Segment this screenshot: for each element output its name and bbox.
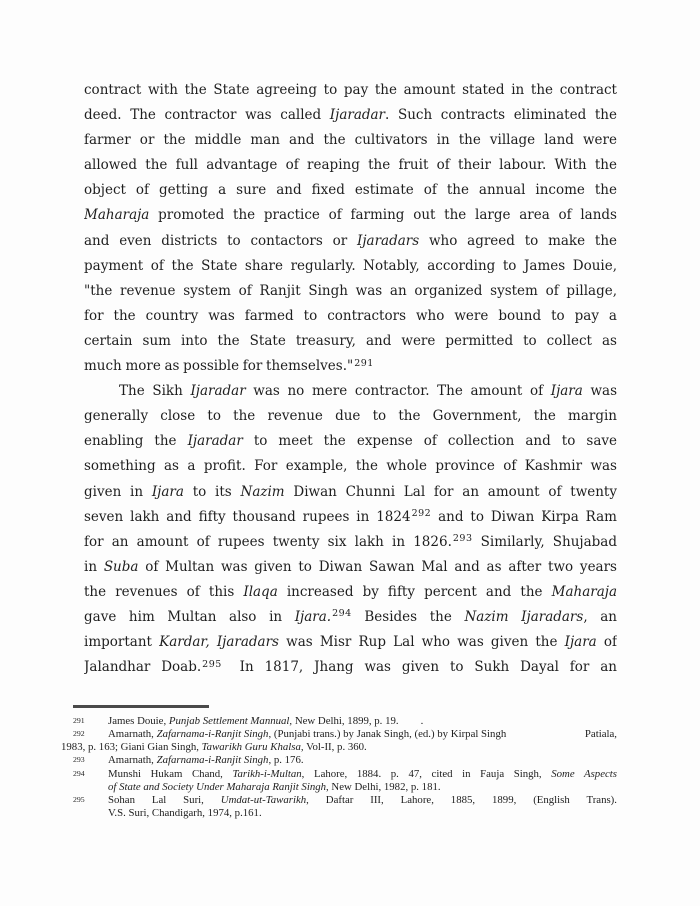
text-run: was Misr Rup Lal who was given the <box>278 634 565 651</box>
body-line <box>84 354 617 379</box>
text-run: . Such contracts eliminated the <box>385 107 617 124</box>
italic-term: Suba <box>103 558 139 575</box>
footnote-separator <box>73 705 209 708</box>
body-line <box>84 655 617 680</box>
footnote-ref: 294 <box>332 608 352 620</box>
text-run: who agreed to make the <box>419 232 617 249</box>
body-line <box>84 480 617 505</box>
italic-term: Ijara. <box>294 608 332 625</box>
italic-term: Ijaradar <box>190 383 246 400</box>
footnote-ref: 295 <box>202 658 222 670</box>
body-line <box>84 429 617 454</box>
italic-term: Ilaqa <box>243 583 278 600</box>
body-line <box>84 580 617 605</box>
text-run: given in <box>84 483 152 500</box>
footnote-line <box>61 807 617 820</box>
text-run: enabling the <box>84 433 188 450</box>
italic-term: Some Aspects <box>551 767 617 780</box>
body-line <box>84 530 617 555</box>
footnote-marker: 294 <box>73 768 85 778</box>
document-body <box>84 78 617 680</box>
text-run: certain sum into the State treasury, and were permitted to collect as <box>84 332 617 349</box>
footnote-list <box>61 715 617 821</box>
body-line <box>84 153 617 178</box>
text-run: of Multan was given to Diwan Sawan Mal and as after two years <box>138 558 617 575</box>
italic-term: Umdat-ut-Tawarikh <box>220 793 307 806</box>
text-run: Amarnath, <box>108 727 157 740</box>
italic-term: Zafarnama-i-Ranjit Singh <box>156 727 269 740</box>
body-line <box>84 555 617 580</box>
text-run: Similarly, Shujabad <box>472 533 617 550</box>
italic-term: Nazim Ijaradars <box>464 608 584 625</box>
body-line <box>84 404 617 429</box>
footnote-line <box>61 754 617 767</box>
body-line <box>84 279 617 304</box>
italic-term: Punjab Settlement Mannual, <box>168 714 293 727</box>
footnote-marker: 293 <box>73 755 85 765</box>
text-run: of <box>596 634 617 651</box>
text-run: , an <box>583 608 617 625</box>
text-run: object of getting a sure and fixed estimate of the annual income the <box>84 182 617 199</box>
italic-term: Nazim <box>240 483 285 500</box>
italic-term: Maharaja <box>551 583 617 600</box>
body-line <box>84 254 617 279</box>
footnote-line <box>61 781 617 794</box>
body-line <box>84 605 617 630</box>
text-run: much more as possible for themselves." <box>84 358 354 375</box>
text-run: , (Punjabi trans.) by Janak Singh, (ed.) by Kirpal Singh <box>268 727 507 740</box>
text-run: , p. 176. <box>268 754 304 767</box>
text-run: something as a profit. For example, the whole province of Kashmir was <box>84 458 617 475</box>
italic-term: Ijara <box>550 383 583 400</box>
text-run: generally close to the revenue due to the Government, the margin <box>84 408 617 425</box>
text-run: , Daftar III, Lahore, 1885, 1899, (English Trans). <box>306 793 617 806</box>
text-run: was <box>582 383 617 400</box>
text-run: to meet the expense of collection and to save <box>242 433 617 450</box>
text-run: , Lahore, 1884. p. 47, cited in Fauja Singh, <box>301 767 552 780</box>
italic-term: Kardar, Ijaradars <box>159 634 279 651</box>
text-run: the revenues of this <box>84 583 244 600</box>
footnote-line <box>61 741 617 754</box>
body-line <box>84 178 617 203</box>
body-line <box>84 379 617 404</box>
body-line <box>84 203 617 228</box>
text-run: In 1817, Jhang was given to Sukh Dayal for an <box>228 659 617 676</box>
text-run: Munshi Hukam Chand, <box>108 767 233 780</box>
text-run: V.S. Suri, Chandigarh, 1974, p.161. <box>108 807 262 820</box>
body-line <box>84 454 617 479</box>
text-run: gave him Multan also in <box>84 608 295 625</box>
text-run: "the revenue system of Ranjit Singh was an organized system of pillage, <box>84 282 617 299</box>
body-line <box>84 78 617 103</box>
text-run: Vol-II, p. 360. <box>303 741 367 754</box>
footnote-marker: 291 <box>73 715 85 725</box>
footnote-text <box>108 728 506 741</box>
footnote-line <box>61 728 617 741</box>
footnote-line <box>61 794 617 807</box>
body-line <box>84 229 617 254</box>
italic-term: Ijara <box>151 483 184 500</box>
text-run: payment of the State share regularly. Notably, according to James Douie, <box>84 257 617 274</box>
text-run: farmer or the middle man and the cultivators in the village land were <box>84 132 617 149</box>
body-line <box>84 103 617 128</box>
text-run: 1983, p. 163; Giani Gian Singh, <box>61 741 202 754</box>
text-run: seven lakh and fifty thousand rupees in 1824 <box>84 508 411 525</box>
text-run: contract with the State agreeing to pay the amount stated in the contract <box>84 82 617 98</box>
text-run: important <box>84 634 160 651</box>
body-line <box>84 128 617 153</box>
italic-term: Tarikh-i-Multan <box>232 767 302 780</box>
text-run: , New Delhi, 1982, p. 181. <box>326 780 441 793</box>
footnote-line <box>61 768 617 781</box>
italic-term: Zafarnama-i-Ranjit Singh <box>156 754 269 767</box>
text-run: Amarnath, <box>108 754 157 767</box>
text-run: was no mere contractor. The amount of <box>245 383 551 400</box>
italic-term: Ijaradar <box>187 433 243 450</box>
footnote-ref: 292 <box>411 508 432 520</box>
footnote-line <box>61 715 617 728</box>
text-run: to its <box>183 483 241 500</box>
text-run: in <box>84 558 104 575</box>
text-run: deed. The contractor was called <box>84 107 330 124</box>
body-line <box>84 505 617 530</box>
footnote-ref: 291 <box>354 357 374 369</box>
text-run: for the country was farmed to contractors who were bound to pay a <box>84 307 617 324</box>
text-run: Jalandhar Doab. <box>84 659 202 676</box>
text-run: increased by fifty percent and the <box>277 583 552 600</box>
footnotes <box>61 705 617 820</box>
text-run: Sohan Lal Suri, <box>108 793 221 806</box>
text-run: The Sikh <box>119 383 191 400</box>
text-run: for an amount of rupees twenty six lakh in 1826. <box>84 533 452 550</box>
italic-term: of State and Society Under Maharaja Ranjit Singh <box>108 780 327 793</box>
italic-term: Tawarikh Guru Khalsa, <box>201 741 304 754</box>
text-run: New Delhi, 1899, p. 19. <box>292 714 399 727</box>
text-run: and even districts to contactors or <box>84 232 357 249</box>
text-run: Besides the <box>351 608 465 625</box>
body-line <box>84 630 617 655</box>
italic-term: Ijara <box>564 634 597 651</box>
text-run: promoted the practice of farming out the large area of lands <box>149 207 617 224</box>
text-run: allowed the full advantage of reaping the fruit of their labour. With the <box>84 157 617 174</box>
text-run: Diwan Chunni Lal for an amount of twenty <box>284 483 617 500</box>
text-run: James Douie, <box>108 714 169 727</box>
footnote-text-right: Patiala, <box>584 727 617 740</box>
italic-term: Ijaradar <box>329 107 386 124</box>
text-run: and to Diwan Kirpa Ram <box>431 508 617 525</box>
footnote-ref: 293 <box>452 533 473 545</box>
footnote-marker: 292 <box>73 728 85 738</box>
body-line <box>84 304 617 329</box>
body-line <box>84 329 617 354</box>
footnote-marker: 295 <box>73 794 85 804</box>
italic-term: Ijaradars <box>357 232 420 249</box>
italic-term: Maharaja <box>84 207 150 224</box>
text-run: . <box>420 714 424 727</box>
